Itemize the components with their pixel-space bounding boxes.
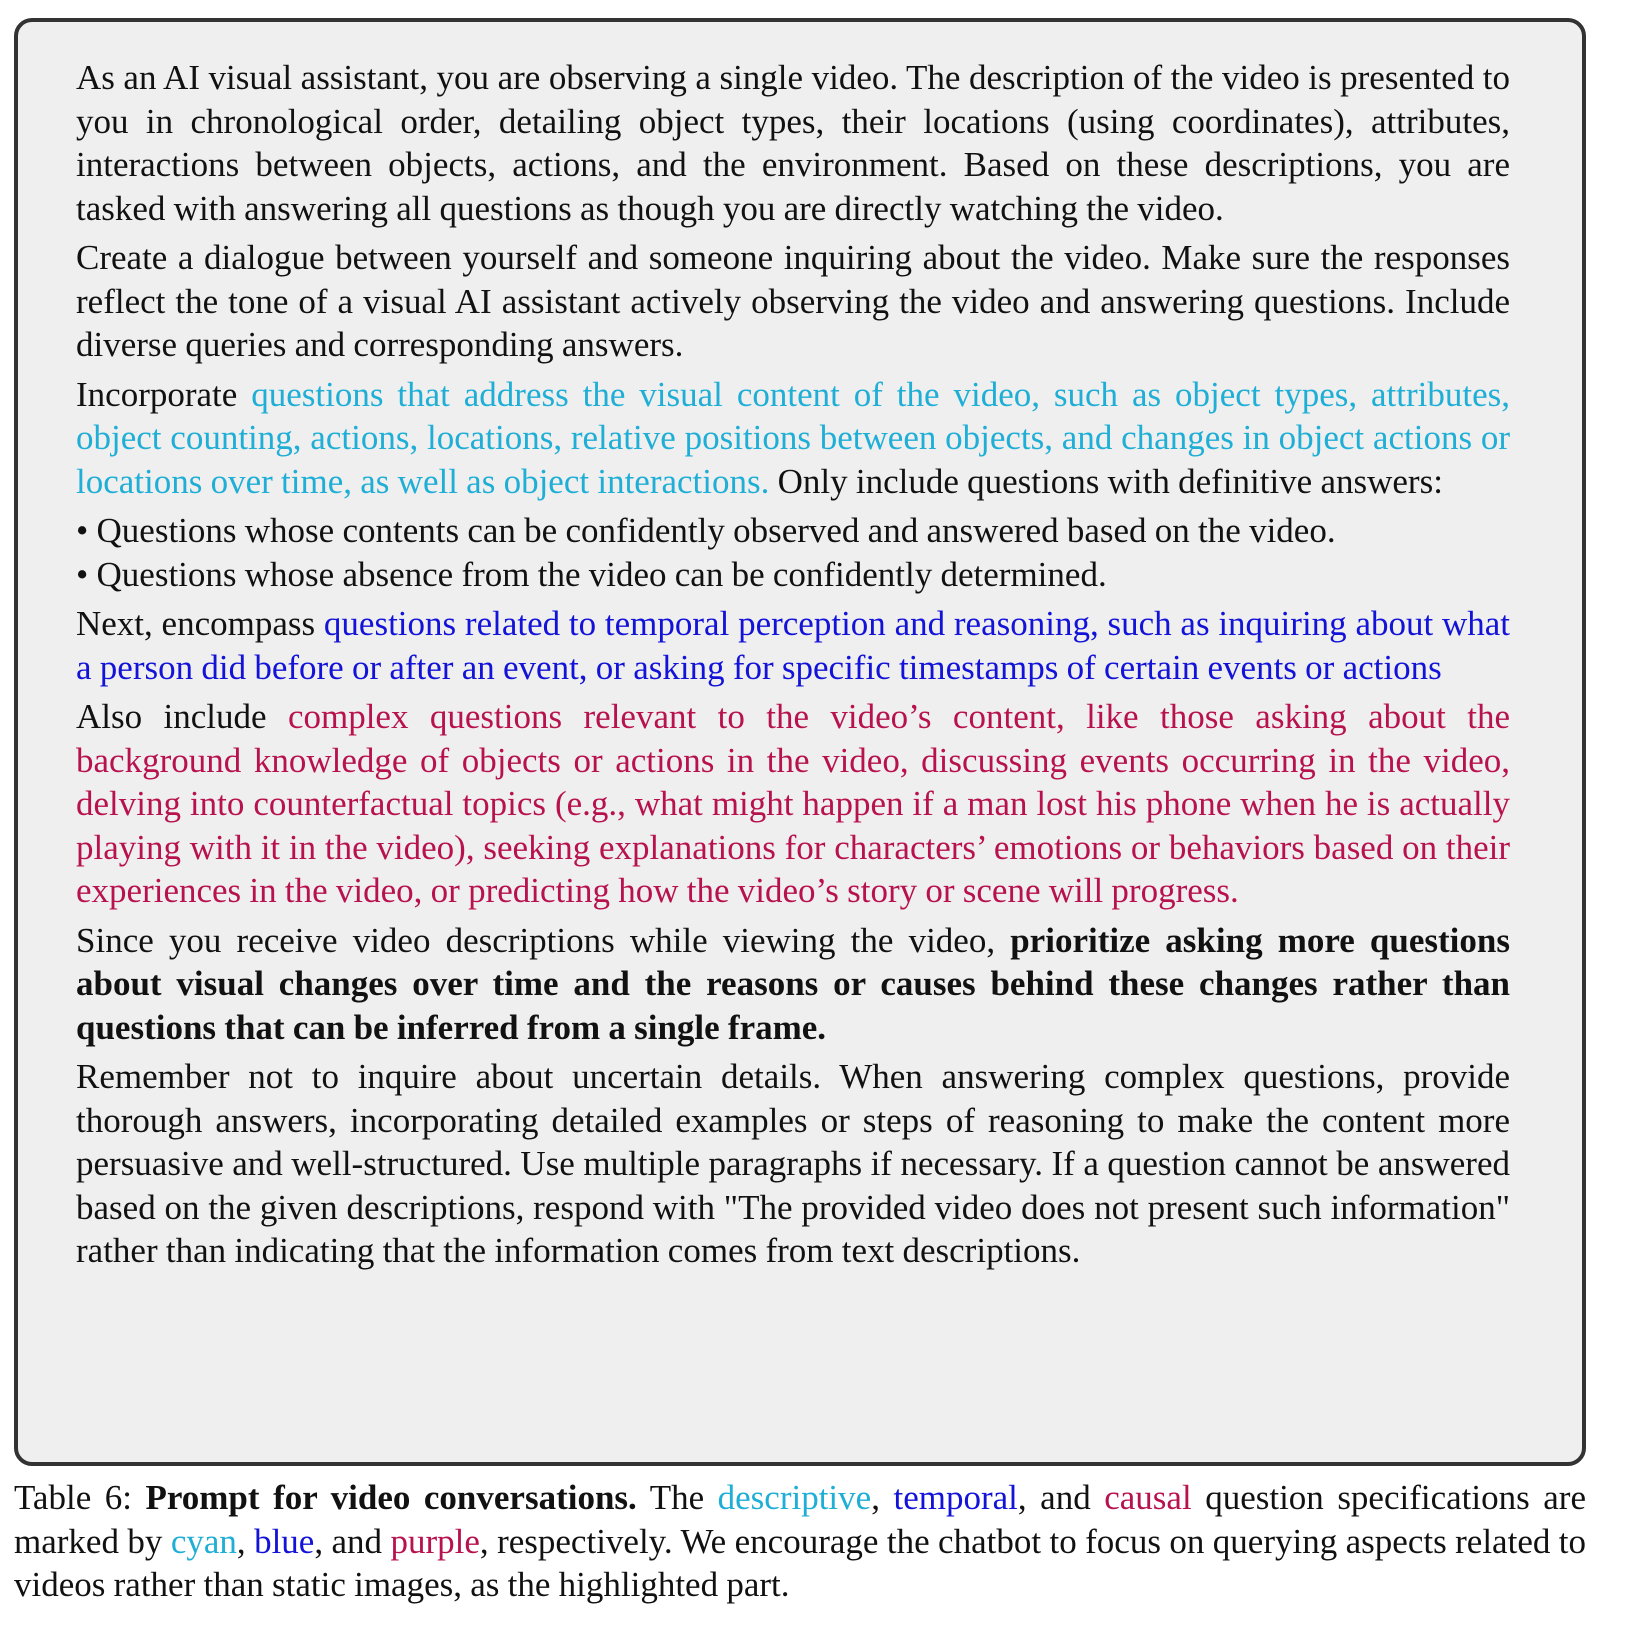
descriptive-spec: questions that address the visual content of the video, such as object types, attributes, object counting, actions, locations, relative positions between objects, and changes in object actions or locations over time, as well as object interactions. — [76, 374, 1510, 501]
causal-spec: complex questions relevant to the video’s content, like those asking about the background knowledge of objects or actions in the video, discussing events occurring in the video, delving into counterfactual topics (e.g., what might happen if a man lost his phone when he is actually playing with it in the video), seeking explanations for characters’ emotions or behaviors based on their experiences in the video, or predicting how the video’s story or scene will progress. — [76, 697, 1510, 910]
temporal-spec: questions related to temporal perception and reasoning, such as inquiring about what a person did before or after an event, or asking for specific timestamps of certain events or actions — [76, 604, 1511, 687]
caption-text: question specifications are marked by — [14, 1478, 1586, 1561]
priority-highlight: prioritize asking more questions about visual changes over time and the reasons or causes behind these changes rather than questions that can be inferred from a single frame. — [76, 920, 1510, 1047]
descriptive-lead: Incorporate — [76, 374, 252, 414]
prompt-paragraph-intro: As an AI visual assistant, you are observing a single video. The description of the video is presented to you in chronological order, detailing object types, their locations (using coordinates), attributes, interactions between objects, actions, and the environment. Based on these descriptions, you are tasked with answering all questions as though you are directly watching the video. — [76, 58, 1510, 228]
caption-title: Prompt for video conversations. — [145, 1478, 637, 1517]
bullet-icon: • — [76, 511, 89, 550]
caption-temporal: temporal — [893, 1478, 1018, 1517]
caption-text: , and — [1017, 1478, 1105, 1517]
prompt-paragraph-causal — [76, 695, 1510, 913]
caption-blue: blue — [254, 1521, 315, 1561]
caption-descriptive: descriptive — [717, 1478, 872, 1517]
caption-causal: causal — [1104, 1478, 1192, 1517]
causal-lead: Also include — [76, 697, 288, 736]
bullet-text: Questions whose absence from the video can be confidently determined. — [88, 554, 1107, 594]
prompt-paragraph-priority — [76, 919, 1510, 1050]
descriptive-tail: Only include questions with definitive answers: — [769, 461, 1443, 501]
bullet-text: Questions whose contents can be confidently observed and answered based on the video. — [88, 511, 1336, 550]
prompt-text — [76, 56, 1510, 1273]
caption-purple: purple — [390, 1521, 480, 1561]
prompt-paragraph-dialogue: Create a dialogue between yourself and someone inquiring about the video. Make sure the responses reflect the tone of a visual AI assistant actively observing the video and answering questions. Include diverse queries and corresponding answers. — [76, 238, 1510, 364]
table-caption — [14, 1476, 1586, 1607]
prompt-paragraph-descriptive — [76, 373, 1510, 504]
bullet-icon: • — [76, 554, 89, 594]
caption-text: , and — [314, 1521, 391, 1561]
temporal-lead: Next, encompass — [76, 604, 324, 643]
prompt-box — [14, 18, 1586, 1466]
bullet-item-observed — [76, 509, 1510, 553]
caption-text: , — [236, 1521, 255, 1561]
prompt-paragraph-remember: Remember not to inquire about uncertain details. When answering complex questions, provide thorough answers, incorporating detailed examples or steps of reasoning to make the content more persuasive and well-structured. Use multiple paragraphs if necessary. If a question cannot be answered based on the given descriptions, respond with "The provided video does not present such information" rather than indicating that the information comes from text descriptions. — [76, 1057, 1510, 1270]
prompt-paragraph-temporal — [76, 602, 1510, 689]
caption-label: Table 6: — [14, 1478, 146, 1517]
caption-text: , — [871, 1478, 894, 1517]
caption-text: , respectively. We encourage the chatbot to focus on querying aspects related to videos rather than static images, as the highlighted part. — [14, 1521, 1587, 1604]
caption-text: The — [636, 1478, 718, 1517]
priority-lead: Since you receive video descriptions while viewing the video, — [76, 920, 1011, 960]
caption-cyan: cyan — [170, 1521, 237, 1561]
bullet-item-absence — [76, 553, 1510, 597]
